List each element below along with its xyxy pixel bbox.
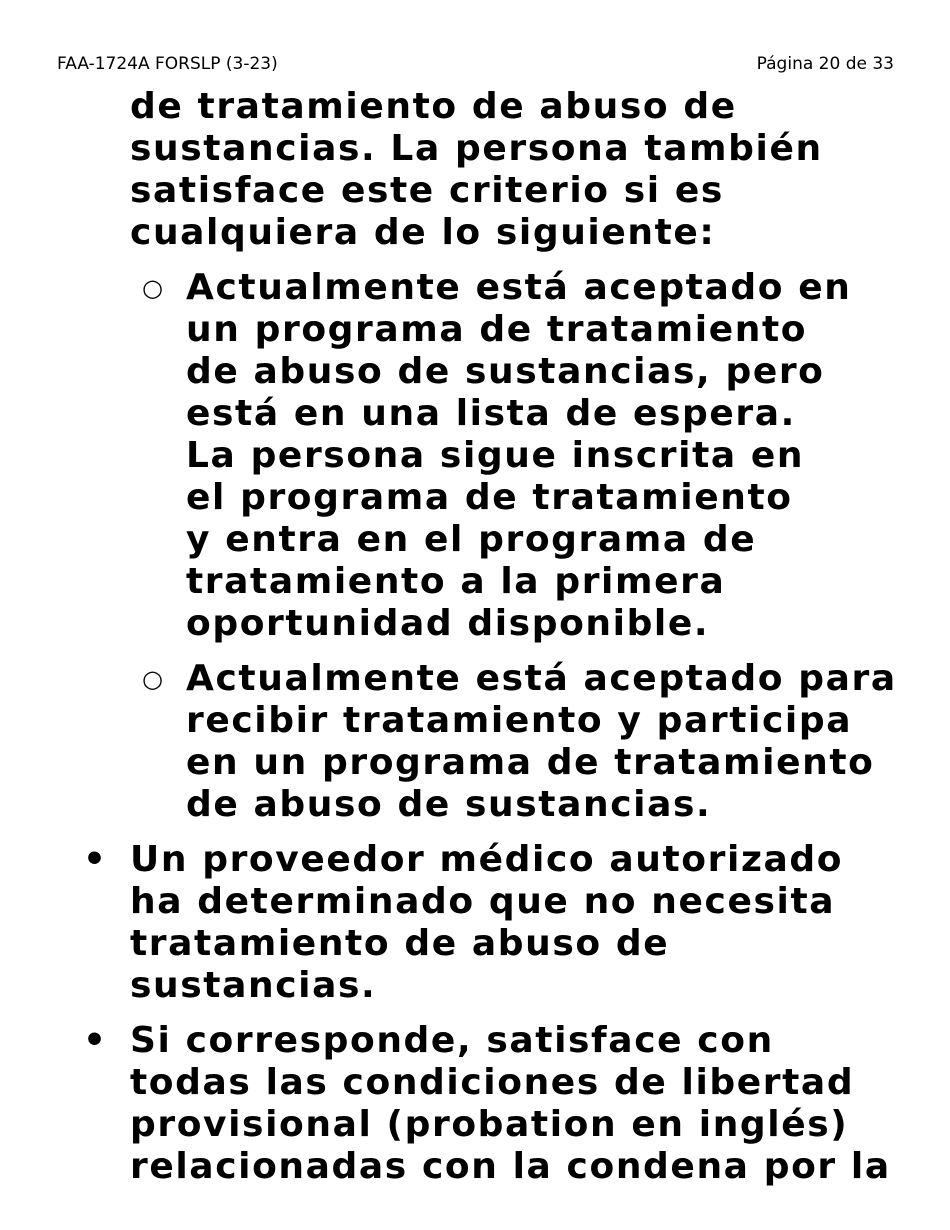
bullet-item bbox=[83, 1020, 950, 1188]
hollow-circle-bullet-icon: ○ bbox=[142, 274, 163, 302]
text-line: de abuso de sustancias, pero bbox=[186, 351, 825, 392]
text-line: ha determinado que no necesita bbox=[130, 881, 836, 922]
text-line: cualquiera de lo siguiente: bbox=[130, 212, 716, 253]
text-line: Si corresponde, satisface con bbox=[130, 1020, 774, 1061]
continuation-paragraph bbox=[130, 86, 950, 254]
text-line: oportunidad disponible. bbox=[186, 603, 710, 644]
document-body bbox=[0, 86, 950, 1188]
text-line: y entra en el programa de bbox=[186, 519, 757, 560]
text-line: de tratamiento de abuso de bbox=[130, 86, 737, 127]
text-line: relacionadas con la condena por la bbox=[130, 1146, 891, 1187]
text-line: La persona sigue inscrita en bbox=[186, 435, 805, 476]
text-line: provisional (probation en inglés) bbox=[130, 1104, 849, 1145]
text-line: Actualmente está aceptado en bbox=[186, 267, 852, 308]
page-header bbox=[57, 52, 894, 76]
text-line: tratamiento de abuso de bbox=[130, 923, 670, 964]
bullet-item bbox=[83, 839, 950, 1007]
text-line: en un programa de tratamiento bbox=[186, 742, 875, 783]
text-line: Un proveedor médico autorizado bbox=[130, 839, 844, 880]
text-line: está en una lista de espera. bbox=[186, 393, 796, 434]
filled-bullet-icon: • bbox=[83, 1020, 107, 1061]
text-line: sustancias. bbox=[130, 965, 377, 1006]
hollow-circle-bullet-icon: ○ bbox=[142, 665, 163, 693]
sub-bullet-item bbox=[142, 267, 950, 645]
text-line: todas las condiciones de libertad bbox=[130, 1062, 855, 1103]
text-line: el programa de tratamiento bbox=[186, 477, 793, 518]
text-line: recibir tratamiento y participa bbox=[186, 700, 853, 741]
text-line: de abuso de sustancias. bbox=[186, 784, 712, 825]
text-line: sustancias. La persona también bbox=[130, 128, 823, 169]
text-line: un programa de tratamiento bbox=[186, 309, 808, 350]
text-line: Actualmente está aceptado para bbox=[186, 658, 897, 699]
form-id: FAA-1724A FORSLP (3-23) bbox=[57, 54, 278, 74]
sub-bullet-item bbox=[142, 658, 950, 826]
text-line: satisface este criterio si es bbox=[130, 170, 724, 211]
page-number: Página 20 de 33 bbox=[756, 54, 894, 74]
text-line: tratamiento a la primera bbox=[186, 561, 726, 602]
filled-bullet-icon: • bbox=[83, 839, 107, 880]
